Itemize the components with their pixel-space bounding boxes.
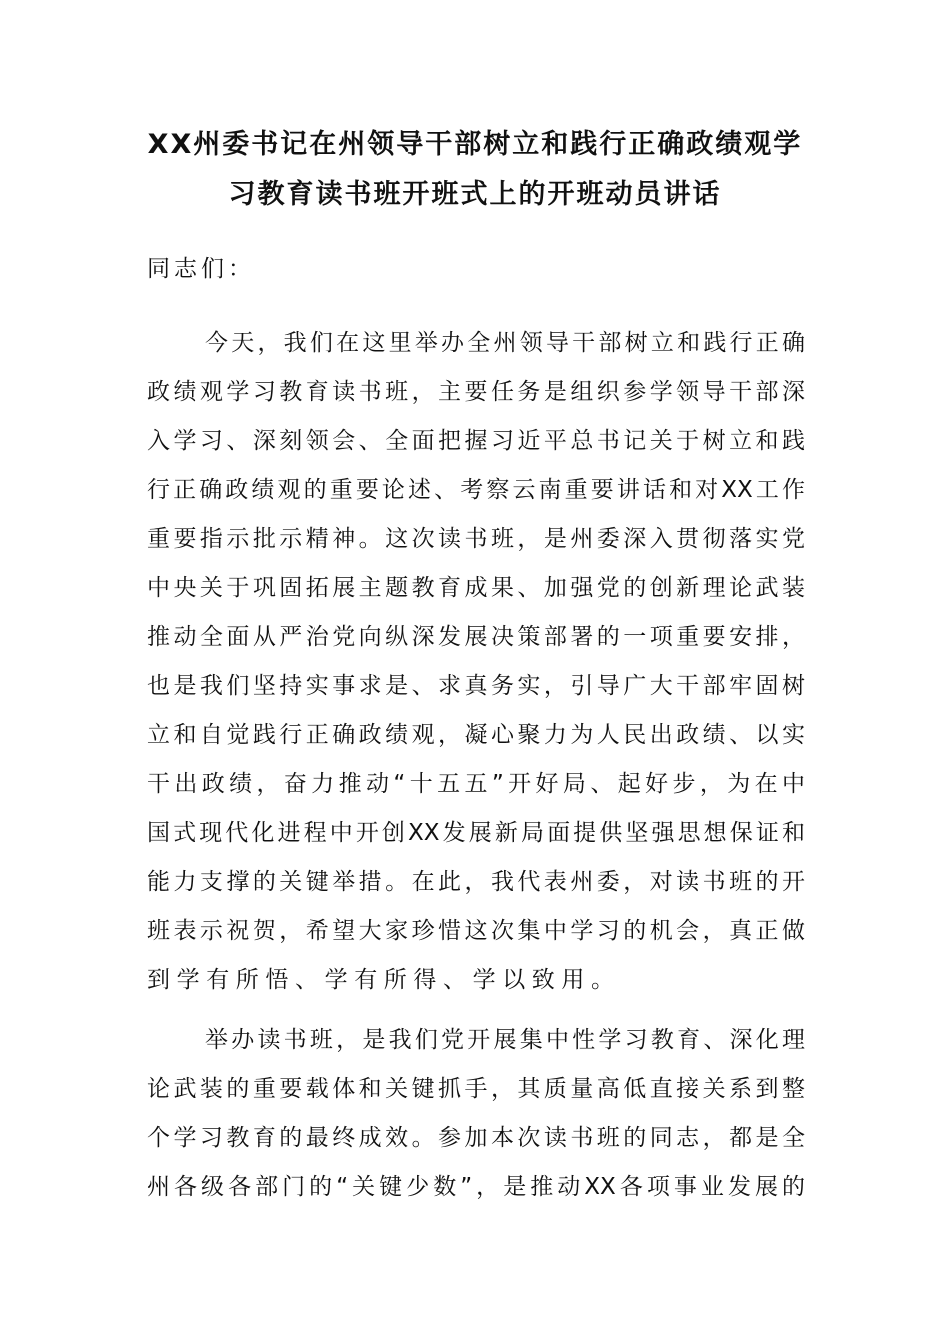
text-line: 个学习教育的最终成效。参加本次读书班的同志，都是全 xyxy=(147,1125,805,1151)
text-line: 论武装的重要载体和关键抓手，其质量高低直接关系到整 xyxy=(147,1076,805,1102)
text-line: 推动全面从严治党向纵深发展决策部署的一项重要安排， xyxy=(147,624,805,650)
text-line: 行正确政绩观的重要论述、考察云南重要讲话和对XX工作 xyxy=(147,477,805,503)
document-title-line-2: 习教育读书班开班式上的开班动员讲话 xyxy=(228,179,722,210)
text-line: 重要指示批示精神。这次读书班，是州委深入贯彻落实党 xyxy=(147,526,805,552)
text-line: 国式现代化进程中开创XX发展新局面提供坚强思想保证和 xyxy=(147,820,805,846)
text-line: 也是我们坚持实事求是、求真务实，引导广大干部牢固树 xyxy=(147,673,805,699)
text-line: 干出政绩，奋力推动“十五五”开好局、起好步，为在中 xyxy=(147,771,805,797)
text-line: 能力支撑的关键举措。在此，我代表州委，对读书班的开 xyxy=(147,869,805,895)
text-line: 入学习、深刻领会、全面把握习近平总书记关于树立和践 xyxy=(147,428,805,454)
text-line: 今天，我们在这里举办全州领导干部树立和践行正确 xyxy=(205,330,805,356)
paragraph-1 xyxy=(147,319,805,1005)
text-line: 举办读书班，是我们党开展集中性学习教育、深化理 xyxy=(205,1027,805,1053)
text-line: 立和自觉践行正确政绩观，凝心聚力为人民出政绩、以实 xyxy=(147,722,805,748)
text-line: 政绩观学习教育读书班，主要任务是组织参学领导干部深 xyxy=(147,379,805,405)
text-line: 班表示祝贺，希望大家珍惜这次集中学习的机会，真正做 xyxy=(147,918,805,944)
document-title-line-1: XX州委书记在州领导干部树立和践行正确政绩观学 xyxy=(147,129,803,160)
paragraph-2 xyxy=(147,1016,805,1212)
text-line: 到学有所悟、学有所得、学以致用。 xyxy=(147,967,621,993)
text-line: 州各级各部门的“关键少数”，是推动XX各项事业发展的 xyxy=(147,1174,805,1200)
text-line: 中央关于巩固拓展主题教育成果、加强党的创新理论武装 xyxy=(147,575,805,601)
salutation: 同志们： xyxy=(147,256,255,282)
